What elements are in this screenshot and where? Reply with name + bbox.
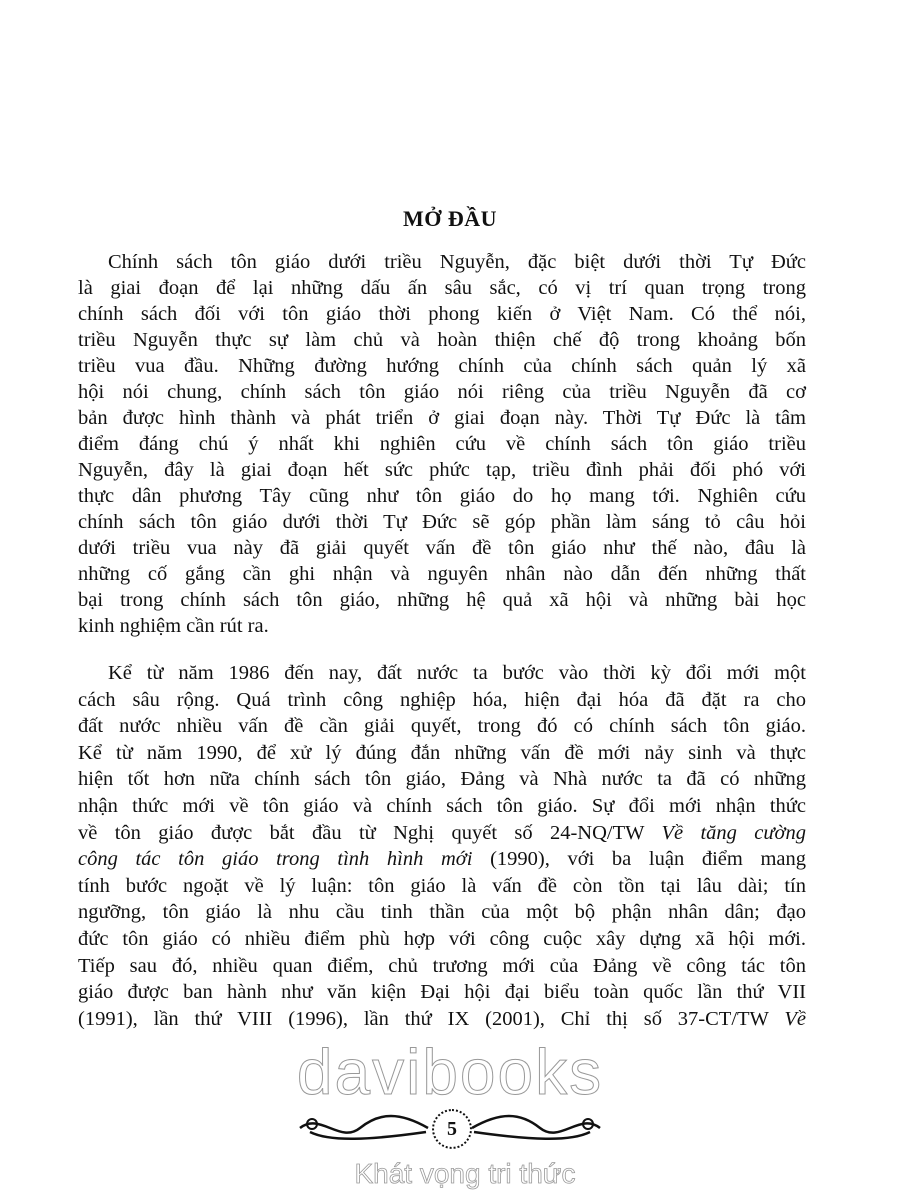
text-line	[78, 926, 806, 953]
chapter-title: MỞ ĐẦU	[402, 206, 498, 231]
text-line	[78, 899, 806, 926]
text-line	[78, 509, 806, 535]
text-line	[78, 953, 806, 980]
text-line	[78, 431, 806, 457]
text-segment: hội nói chung, chính sách tôn giáo nói riêng của triều Nguyễn đã cơ	[78, 381, 806, 403]
text-segment: tính bước ngoặt về lý luận: tôn giáo là vấn đề còn tồn tại lâu dài; tín	[78, 874, 806, 897]
text-segment: chính sách tôn giáo dưới thời Tự Đức sẽ góp phần làm sáng tỏ câu hỏi	[78, 511, 806, 533]
italic-text: Về tăng cường	[661, 821, 806, 844]
text-line	[78, 483, 806, 509]
text-segment: bại trong chính sách tôn giáo, những hệ quả xã hội và những bài học	[78, 589, 806, 611]
text-line	[78, 846, 806, 873]
text-segment: chính sách đối với tôn giáo thời phong kiến ở Việt Nam. Có thể nói,	[78, 303, 806, 325]
paragraph-1	[78, 249, 806, 639]
italic-text: Về	[784, 1007, 806, 1030]
text-line	[78, 687, 806, 714]
text-line	[78, 587, 806, 613]
text-segment: Nguyễn, đây là giai đoạn hết sức phức tạp, triều đình phải đối phó với	[78, 459, 806, 481]
page-number: 5	[432, 1109, 472, 1149]
text-segment: cách sâu rộng. Quá trình công nghiệp hóa, hiện đại hóa đã đặt ra cho	[78, 688, 806, 711]
text-line	[78, 535, 806, 561]
text-line	[78, 275, 806, 301]
text-segment: những cố gắng cần ghi nhận và nguyên nhân nào dẫn đến những thất	[78, 563, 806, 585]
watermark-slogan: Khát vọng tri thức	[354, 1158, 576, 1189]
paragraph-2	[78, 660, 806, 1032]
text-segment: ngưỡng, tôn giáo là nhu cầu tinh thần của một bộ phận nhân dân; đạo	[78, 901, 806, 924]
text-segment: đất nước nhiều vấn đề cần giải quyết, trong đó có chính sách tôn giáo.	[78, 715, 806, 738]
text-line	[78, 301, 806, 327]
watermark-brand: davibooks	[296, 1036, 604, 1108]
text-segment: hiện tốt hơn nữa chính sách tôn giáo, Đảng và Nhà nước ta đã có những	[78, 768, 806, 791]
text-line	[78, 979, 806, 1006]
text-line	[78, 660, 806, 687]
text-line	[78, 740, 806, 767]
text-line	[78, 820, 806, 847]
text-line	[78, 713, 806, 740]
text-line	[78, 353, 806, 379]
text-segment: điểm đáng chú ý nhất khi nghiên cứu về chính sách tôn giáo triều	[78, 433, 806, 455]
text-line	[78, 327, 806, 353]
text-segment: nhận thức mới về tôn giáo và chính sách tôn giáo. Sự đổi mới nhận thức	[78, 794, 806, 817]
text-segment: Tiếp sau đó, nhiều quan điểm, chủ trương mới của Đảng về công tác tôn	[78, 954, 806, 977]
text-segment: (1990), với ba luận điểm mang	[472, 848, 806, 871]
text-line	[78, 766, 806, 793]
text-segment: giáo được ban hành như văn kiện Đại hội đại biểu toàn quốc lần thứ VII	[78, 981, 806, 1004]
text-segment: Kể từ năm 1986 đến nay, đất nước ta bước vào thời kỳ đổi mới một	[108, 662, 806, 684]
text-line	[78, 249, 806, 275]
text-segment: thực dân phương Tây cũng như tôn giáo do họ mang tới. Nghiên cứu	[78, 485, 806, 507]
text-line	[78, 793, 806, 820]
text-segment: Kể từ năm 1990, để xử lý đúng đắn những vấn đề mới nảy sinh và thực	[78, 741, 806, 764]
text-line	[78, 405, 806, 431]
text-line	[78, 457, 806, 483]
text-line	[78, 379, 806, 405]
text-segment: đức tôn giáo có nhiều điểm phù hợp với công cuộc xây dựng xã hội mới.	[78, 927, 806, 950]
text-line	[78, 1006, 806, 1033]
text-segment: Chính sách tôn giáo dưới triều Nguyễn, đặc biệt dưới thời Tự Đức	[108, 251, 806, 273]
text-line	[78, 873, 806, 900]
text-segment: bản được hình thành và phát triển ở giai đoạn này. Thời Tự Đức là tâm	[78, 407, 806, 429]
text-segment: triều Nguyễn thực sự làm chủ và hoàn thiện chế độ trong khoảng bốn	[78, 329, 806, 351]
text-line	[78, 613, 806, 639]
text-segment: kinh nghiệm cần rút ra.	[78, 615, 269, 637]
text-segment: triều vua đầu. Những đường hướng chính của chính sách quản lý xã	[78, 355, 806, 377]
text-segment: (1991), lần thứ VIII (1996), lần thứ IX (2001), Chỉ thị số 37-CT/TW	[78, 1007, 785, 1030]
text-segment: là giai đoạn để lại những dấu ấn sâu sắc, có vị trí quan trọng trong	[78, 277, 806, 299]
text-line	[78, 561, 806, 587]
text-segment: dưới triều vua này đã giải quyết vấn đề tôn giáo như thế nào, đâu là	[78, 537, 806, 559]
text-segment: về tôn giáo được bắt đầu từ Nghị quyết số 24-NQ/TW	[78, 821, 662, 844]
italic-text: công tác tôn giáo trong tình hình mới	[78, 848, 473, 871]
